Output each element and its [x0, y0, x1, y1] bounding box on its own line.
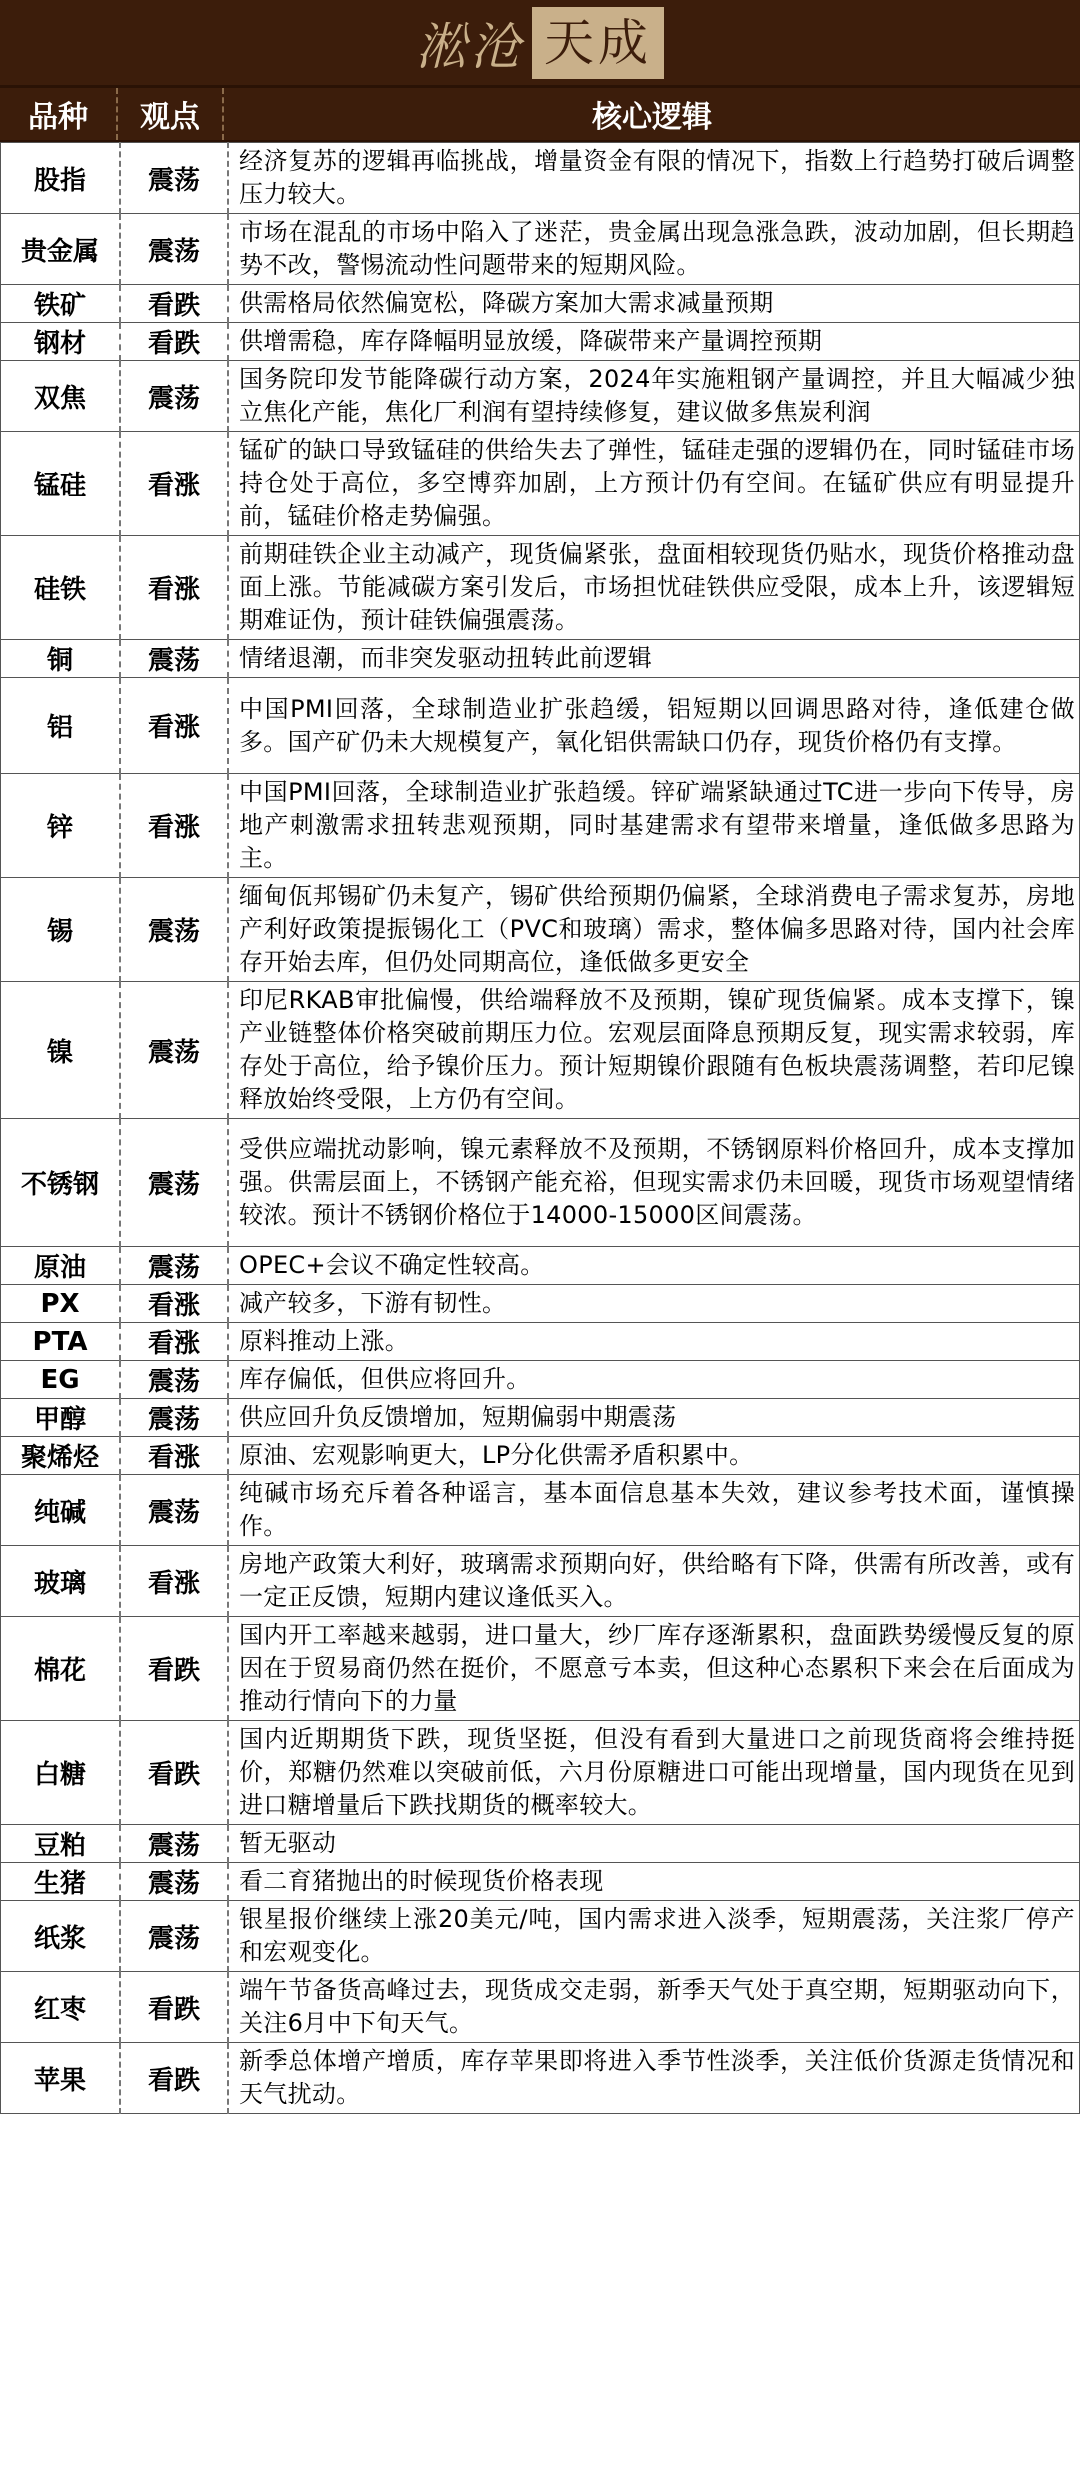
variety-cell: 锰硅: [1, 432, 121, 536]
logic-cell: OPEC+会议不确定性较高。: [228, 1247, 1080, 1285]
view-cell: 震荡: [120, 1247, 228, 1285]
variety-cell: 股指: [1, 143, 121, 214]
table-row: [1, 678, 1080, 774]
view-cell: 看涨: [120, 774, 228, 878]
table-row: [1, 1247, 1080, 1285]
logic-cell: 看二育猪抛出的时候现货价格表现: [228, 1863, 1080, 1901]
table-row: [1, 1863, 1080, 1901]
logic-cell: 原料推动上涨。: [228, 1323, 1080, 1361]
view-cell: 看跌: [120, 323, 228, 361]
view-cell: 看涨: [120, 536, 228, 640]
view-cell: 看涨: [120, 1323, 228, 1361]
variety-cell: 甲醇: [1, 1399, 121, 1437]
logic-cell: 国务院印发节能降碳行动方案，2024年实施粗钢产量调控，并且大幅减少独立焦化产能，焦化厂利润有望持续修复，建议做多焦炭利润: [228, 361, 1080, 432]
variety-cell: 原油: [1, 1247, 121, 1285]
logic-cell: 房地产政策大利好，玻璃需求预期向好，供给略有下降，供需有所改善，或有一定正反馈，短期内建议逢低买入。: [228, 1546, 1080, 1617]
header-view: 观点: [118, 88, 224, 140]
view-cell: 震荡: [120, 1475, 228, 1546]
table-row: [1, 1721, 1080, 1825]
variety-cell: 钢材: [1, 323, 121, 361]
view-cell: 看涨: [120, 432, 228, 536]
table-row: [1, 323, 1080, 361]
table-row: [1, 640, 1080, 678]
variety-cell: 铜: [1, 640, 121, 678]
table-header: [0, 88, 1080, 142]
table-row: [1, 1546, 1080, 1617]
logic-cell: 中国PMI回落，全球制造业扩张趋缓。锌矿端紧缺通过TC进一步向下传导，房地产刺激需求扭转悲观预期，同时基建需求有望带来增量，逢低做多思路为主。: [228, 774, 1080, 878]
logic-cell: 前期硅铁企业主动减产，现货偏紧张，盘面相较现货仍贴水，现货价格推动盘面上涨。节能减碳方案引发后，市场担忧硅铁供应受限，成本上升，该逻辑短期难证伪，预计硅铁偏强震荡。: [228, 536, 1080, 640]
logic-cell: 情绪退潮，而非突发驱动扭转此前逻辑: [228, 640, 1080, 678]
table-row: [1, 1323, 1080, 1361]
table-row: [1, 214, 1080, 285]
view-cell: 震荡: [120, 361, 228, 432]
variety-cell: 豆粕: [1, 1825, 121, 1863]
table-row: [1, 285, 1080, 323]
view-cell: 看跌: [120, 285, 228, 323]
variety-cell: 双焦: [1, 361, 121, 432]
logic-cell: 供应回升负反馈增加，短期偏弱中期震荡: [228, 1399, 1080, 1437]
variety-cell: 纸浆: [1, 1901, 121, 1972]
commodity-table: [0, 142, 1080, 2114]
table-row: [1, 1617, 1080, 1721]
logic-cell: 原油、宏观影响更大，LP分化供需矛盾积累中。: [228, 1437, 1080, 1475]
table-row: [1, 1399, 1080, 1437]
table-row: [1, 143, 1080, 214]
variety-cell: 硅铁: [1, 536, 121, 640]
view-cell: 看跌: [120, 1721, 228, 1825]
table-row: [1, 1437, 1080, 1475]
logic-cell: 减产较多，下游有韧性。: [228, 1285, 1080, 1323]
view-cell: 看涨: [120, 678, 228, 774]
variety-cell: 镍: [1, 982, 121, 1119]
view-cell: 看跌: [120, 1972, 228, 2043]
variety-cell: PTA: [1, 1323, 121, 1361]
table-row: [1, 982, 1080, 1119]
variety-cell: 聚烯烃: [1, 1437, 121, 1475]
logic-cell: 暂无驱动: [228, 1825, 1080, 1863]
table-row: [1, 536, 1080, 640]
view-cell: 震荡: [120, 1825, 228, 1863]
header-variety: 品种: [0, 88, 118, 140]
variety-cell: 纯碱: [1, 1475, 121, 1546]
variety-cell: 生猪: [1, 1863, 121, 1901]
view-cell: 震荡: [120, 1901, 228, 1972]
table-row: [1, 774, 1080, 878]
table-row: [1, 1285, 1080, 1323]
brand-banner: [0, 0, 1080, 88]
logic-cell: 中国PMI回落，全球制造业扩张趋缓，铝短期以回调思路对待，逢低建仓做多。国产矿仍未大规模复产，氧化铝供需缺口仍存，现货价格仍有支撑。: [228, 678, 1080, 774]
variety-cell: 贵金属: [1, 214, 121, 285]
logic-cell: 供增需稳，库存降幅明显放缓，降碳带来产量调控预期: [228, 323, 1080, 361]
variety-cell: 锡: [1, 878, 121, 982]
view-cell: 看涨: [120, 1437, 228, 1475]
brand-logo-right: 天成: [532, 7, 664, 79]
brand-logo-left: 淞沧: [416, 17, 524, 76]
table-row: [1, 878, 1080, 982]
view-cell: 看跌: [120, 2043, 228, 2114]
view-cell: 震荡: [120, 982, 228, 1119]
view-cell: 震荡: [120, 1361, 228, 1399]
logic-cell: 印尼RKAB审批偏慢，供给端释放不及预期，镍矿现货偏紧。成本支撑下，镍产业链整体价格突破前期压力位。宏观层面降息预期反复，现实需求较弱，库存处于高位，给予镍价压力。预计短期镍价跟随有色板块震荡调整，若印尼镍释放始终受限，上方仍有空间。: [228, 982, 1080, 1119]
logic-cell: 库存偏低，但供应将回升。: [228, 1361, 1080, 1399]
variety-cell: 铝: [1, 678, 121, 774]
table-row: [1, 432, 1080, 536]
view-cell: 震荡: [120, 214, 228, 285]
table-row: [1, 1475, 1080, 1546]
logic-cell: 国内近期期货下跌，现货坚挺，但没有看到大量进口之前现货商将会维持挺价，郑糖仍然难以突破前低，六月份原糖进口可能出现增量，国内现货在见到进口糖增量后下跌找期货的概率较大。: [228, 1721, 1080, 1825]
view-cell: 震荡: [120, 878, 228, 982]
view-cell: 震荡: [120, 143, 228, 214]
logic-cell: 受供应端扰动影响，镍元素释放不及预期，不锈钢原料价格回升，成本支撑加强。供需层面上，不锈钢产能充裕，但现实需求仍未回暖，现货市场观望情绪较浓。预计不锈钢价格位于14000-15000区间震荡。: [228, 1119, 1080, 1247]
variety-cell: 白糖: [1, 1721, 121, 1825]
variety-cell: 锌: [1, 774, 121, 878]
view-cell: 震荡: [120, 1399, 228, 1437]
table-row: [1, 1825, 1080, 1863]
logic-cell: 经济复苏的逻辑再临挑战，增量资金有限的情况下，指数上行趋势打破后调整压力较大。: [228, 143, 1080, 214]
view-cell: 看跌: [120, 1617, 228, 1721]
variety-cell: 铁矿: [1, 285, 121, 323]
view-cell: 看涨: [120, 1285, 228, 1323]
logic-cell: 银星报价继续上涨20美元/吨，国内需求进入淡季，短期震荡，关注浆厂停产和宏观变化。: [228, 1901, 1080, 1972]
variety-cell: 红枣: [1, 1972, 121, 2043]
view-cell: 震荡: [120, 640, 228, 678]
table-row: [1, 1361, 1080, 1399]
table-row: [1, 1972, 1080, 2043]
view-cell: 震荡: [120, 1863, 228, 1901]
table-row: [1, 2043, 1080, 2114]
table-row: [1, 1901, 1080, 1972]
variety-cell: EG: [1, 1361, 121, 1399]
variety-cell: 棉花: [1, 1617, 121, 1721]
brand-logo: [416, 5, 664, 81]
logic-cell: 锰矿的缺口导致锰硅的供给失去了弹性，锰硅走强的逻辑仍在，同时锰硅市场持仓处于高位，多空博弈加剧，上方预计仍有空间。在锰矿供应有明显提升前，锰硅价格走势偏强。: [228, 432, 1080, 536]
logic-cell: 缅甸佤邦锡矿仍未复产，锡矿供给预期仍偏紧，全球消费电子需求复苏，房地产利好政策提振锡化工（PVC和玻璃）需求，整体偏多思路对待，国内社会库存开始去库，但仍处同期高位，逢低做多更安全: [228, 878, 1080, 982]
table-body: [1, 143, 1080, 2114]
variety-cell: 玻璃: [1, 1546, 121, 1617]
logic-cell: 市场在混乱的市场中陷入了迷茫，贵金属出现急涨急跌，波动加剧，但长期趋势不改，警惕流动性问题带来的短期风险。: [228, 214, 1080, 285]
header-logic: 核心逻辑: [592, 100, 712, 135]
logic-cell: 供需格局依然偏宽松，降碳方案加大需求减量预期: [228, 285, 1080, 323]
table-row: [1, 361, 1080, 432]
logic-cell: 国内开工率越来越弱，进口量大，纱厂库存逐渐累积，盘面跌势缓慢反复的原因在于贸易商仍然在挺价，不愿意亏本卖，但这种心态累积下来会在后面成为推动行情向下的力量: [228, 1617, 1080, 1721]
variety-cell: 不锈钢: [1, 1119, 121, 1247]
table-row: [1, 1119, 1080, 1247]
view-cell: 震荡: [120, 1119, 228, 1247]
logic-cell: 新季总体增产增质，库存苹果即将进入季节性淡季，关注低价货源走货情况和天气扰动。: [228, 2043, 1080, 2114]
view-cell: 看涨: [120, 1546, 228, 1617]
logic-cell: 端午节备货高峰过去，现货成交走弱，新季天气处于真空期，短期驱动向下，关注6月中下旬天气。: [228, 1972, 1080, 2043]
variety-cell: PX: [1, 1285, 121, 1323]
logic-cell: 纯碱市场充斥着各种谣言，基本面信息基本失效，建议参考技术面，谨慎操作。: [228, 1475, 1080, 1546]
variety-cell: 苹果: [1, 2043, 121, 2114]
